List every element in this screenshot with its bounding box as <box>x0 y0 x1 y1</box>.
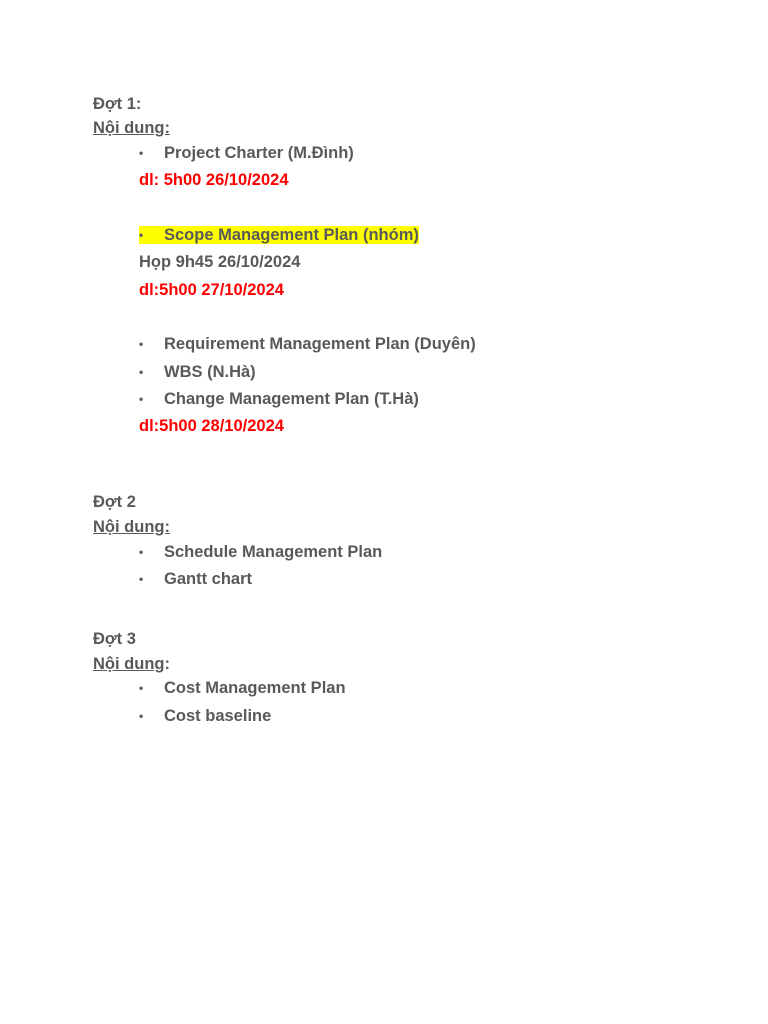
list-item-label: Gantt chart <box>164 570 253 588</box>
section-2-content-label <box>93 517 170 537</box>
section-3-content-label <box>93 654 170 674</box>
content-label-text: Nội dung: <box>93 518 170 536</box>
bullet-icon: • <box>139 392 144 406</box>
section-1-title: Đợt 1: <box>93 95 142 113</box>
list-item <box>139 678 346 698</box>
bullet-icon: • <box>139 365 144 379</box>
section-3-title: Đợt 3 <box>93 630 136 648</box>
section-2-title: Đợt 2 <box>93 493 136 511</box>
meeting-text: Họp 9h45 26/10/2024 <box>139 253 301 271</box>
list-item <box>139 389 419 409</box>
content-label-text: Nội dung <box>93 655 165 673</box>
bullet-icon: • <box>139 572 144 586</box>
list-item <box>139 362 256 382</box>
bullet-icon: • <box>139 146 144 160</box>
bullet-icon: • <box>139 709 144 723</box>
list-item-label: Cost baseline <box>164 707 272 725</box>
bullet-icon: • <box>139 545 144 559</box>
list-item-label: Scope Management Plan (nhóm) <box>164 226 419 244</box>
list-item <box>139 143 354 163</box>
deadline-text: dl: 5h00 26/10/2024 <box>139 171 289 189</box>
highlight <box>139 226 419 244</box>
list-item-label: Schedule Management Plan <box>164 543 383 561</box>
deadline-text: dl:5h00 28/10/2024 <box>139 417 284 435</box>
list-item <box>139 569 252 589</box>
bullet-icon: • <box>139 228 144 242</box>
list-item-label: Cost Management Plan <box>164 679 346 697</box>
content-label-text: Nội dung: <box>93 119 170 137</box>
list-item-highlighted <box>139 225 419 245</box>
list-item <box>139 706 271 726</box>
bullet-icon: • <box>139 681 144 695</box>
deadline-text: dl:5h00 27/10/2024 <box>139 281 284 299</box>
list-item-label: Project Charter (M.Đình) <box>164 144 354 162</box>
list-item-label: Requirement Management Plan (Duyên) <box>164 335 476 353</box>
list-item <box>139 542 382 562</box>
list-item-label: Change Management Plan (T.Hà) <box>164 390 419 408</box>
list-item-label: WBS (N.Hà) <box>164 363 256 381</box>
bullet-icon: • <box>139 337 144 351</box>
list-item <box>139 334 476 354</box>
section-1-content-label <box>93 118 170 138</box>
content-label-colon: : <box>164 655 170 673</box>
